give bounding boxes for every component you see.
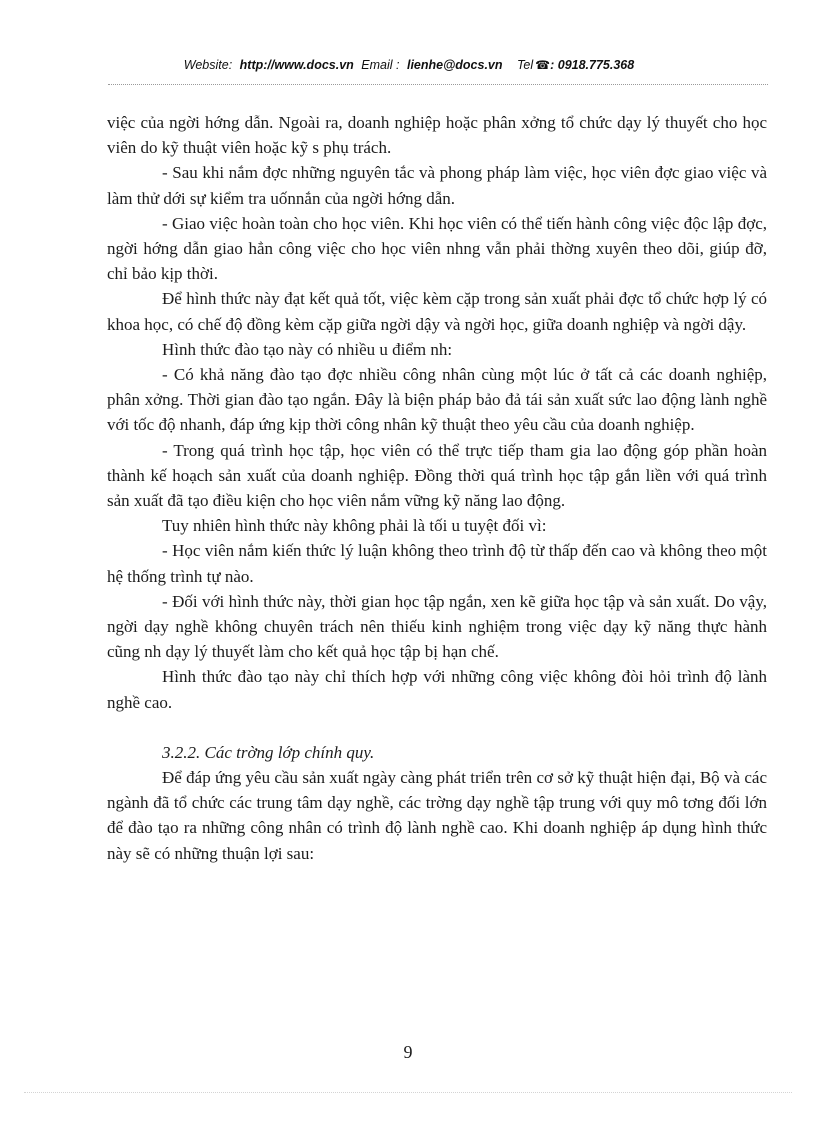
paragraph: - Trong quá trình học tập, học viên có thể trực tiếp tham gia lao động góp phần hoàn thành kế hoạch sản xuất của doanh nghiệp. Đồng thời quá trình học tập gắn liền với quá trình sản xuất đã tạo điều kiện cho học viên nắm vững kỹ năng lao động. <box>107 440 767 511</box>
paragraph: - Có khả năng đào tạo đợc nhiều công nhân cùng một lúc ở tất cả các doanh nghiệp, phân xởng. Thời gian đào tạo ngắn. Đây là biện pháp bảo đả tái sản xuất sức lao động lành nghề với tốc độ nhanh, đáp ứng kịp thời công nhân kỹ thuật theo yêu cầu của doanh nghiệp. <box>107 365 767 435</box>
paragraph: Tuy nhiên hình thức này không phải là tối u tuyệt đối vì: <box>162 516 547 536</box>
paragraph: - Đối với hình thức này, thời gian học tập ngắn, xen kẽ giữa học tập và sản xuất. Do vậy, ngời dạy nghề không chuyên trách nên thiếu kinh nghiệm trong việc dạy kỹ năng thực hành cũng nh dạy lý thuyết làm cho kết quả học tập bị hạn chế. <box>107 591 767 662</box>
email-label: Email : <box>361 58 400 72</box>
tel-label: Tel <box>516 58 534 72</box>
page-body <box>107 110 767 866</box>
paragraph: - Giao việc hoàn toàn cho học viên. Khi học viên có thể tiến hành công việc độc lập đợc, ngời hớng dẫn giao hẳn công việc cho học viên nhng vẫn phải thờng xuyên theo dõi, giúp đỡ, chỉ bảo kịp thời. <box>107 213 767 284</box>
paragraph: Hình thức đào tạo này có nhiều u điểm nh: <box>162 339 453 359</box>
page-header <box>0 58 816 72</box>
paragraph: - Sau khi nắm đợc những nguyên tắc và phong pháp làm việc, học viên đợc giao việc và làm thử dới sự kiểm tra uốnnắn của ngời hớng dẫn. <box>107 163 767 208</box>
website-label: Website: <box>183 58 233 72</box>
paragraph: Để hình thức này đạt kết quả tốt, việc kèm cặp trong sản xuất phải đợc tổ chức hợp lý có khoa học, có chế độ đồng kèm cặp giữa ngời dậy và ngời học, giữa doanh nghiệp và ngời dậy. <box>107 289 767 334</box>
website-link[interactable]: http://www.docs.vn <box>239 58 354 72</box>
page-number: 9 <box>403 1042 413 1062</box>
section-heading: 3.2.2. Các trờng lớp chính quy. <box>162 742 375 762</box>
paragraph: Hình thức đào tạo này chỉ thích hợp với những công việc không đòi hỏi trình độ lành nghề cao. <box>107 667 767 712</box>
tel-value: : 0918.775.368 <box>550 58 635 72</box>
paragraph: Để đáp ứng yêu cầu sản xuất ngày càng phát triển trên cơ sở kỹ thuật hiện đại, Bộ và các ngành đã tổ chức các trung tâm dạy nghề, các trờng dạy nghề tập trung với quy mô tơng đối lớn để đào tạo ra những công nhân có trình độ lành nghề cao. Khi doanh nghiệp áp dụng hình thức này sẽ có những thuận lợi sau: <box>107 768 767 863</box>
phone-icon: ☎ <box>535 58 551 72</box>
footer-divider <box>24 1092 792 1093</box>
paragraph: - Học viên nắm kiến thức lý luận không theo trình độ từ thấp đến cao và không theo một hệ thống trình tự nào. <box>107 541 767 586</box>
header-divider <box>108 84 768 85</box>
email-link[interactable]: lienhe@docs.vn <box>406 58 503 72</box>
paragraph: việc của ngời hớng dẫn. Ngoài ra, doanh nghiệp hoặc phân xởng tổ chức dạy lý thuyết cho học viên do kỹ thuật viên hoặc kỹ s phụ trách. <box>107 113 767 158</box>
